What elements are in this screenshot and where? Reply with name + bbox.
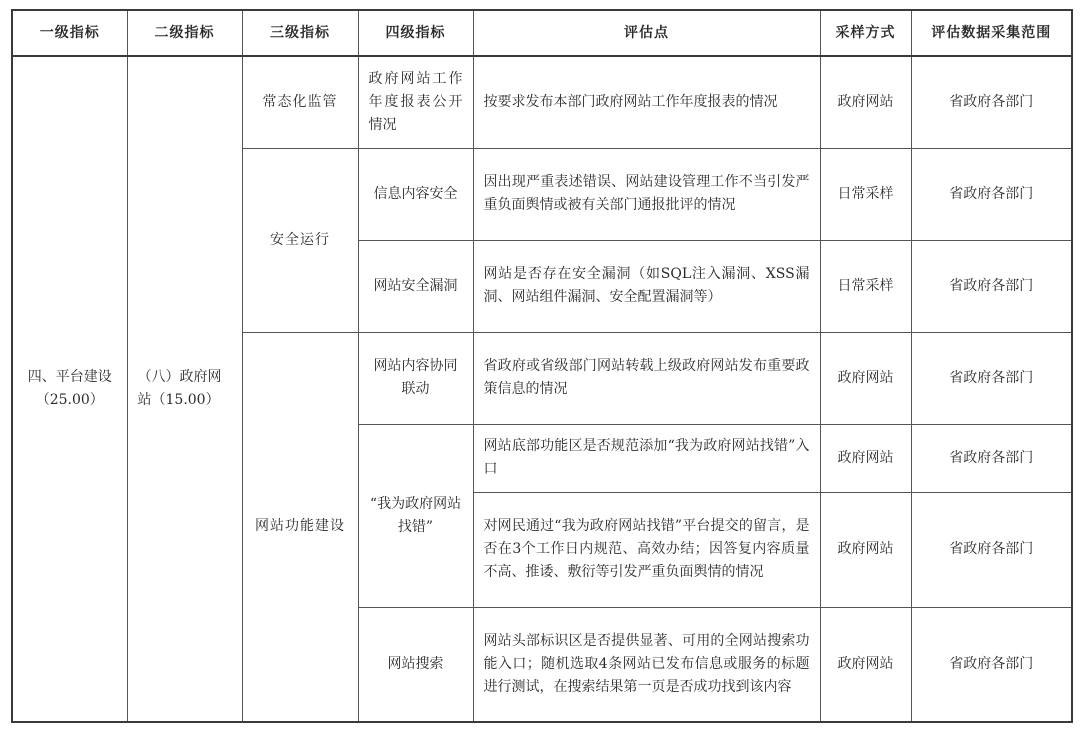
evaluation-point-cell: 网站底部功能区是否规范添加“我为政府网站找错”入口: [473, 424, 820, 492]
level4-cell: 信息内容安全: [358, 148, 473, 240]
evaluation-point-cell: 按要求发布本部门政府网站工作年度报表的情况: [473, 56, 820, 148]
sampling-method-cell: 政府网站: [820, 56, 911, 148]
table-header-row: [12, 10, 1072, 56]
level4-cell: 网站内容协同联动: [358, 332, 473, 424]
sampling-method-cell: 政府网站: [820, 424, 911, 492]
evaluation-point-cell: 网站是否存在安全漏洞（如SQL注入漏洞、XSS漏洞、网站组件漏洞、安全配置漏洞等）: [473, 240, 820, 332]
level4-cell: 政府网站工作年度报表公开情况: [358, 56, 473, 148]
level1-cell: 四、平台建设（25.00）: [12, 56, 127, 722]
header-evaluation-point: 评估点: [473, 10, 820, 56]
level4-cell: 网站搜索: [358, 607, 473, 722]
evaluation-point-cell: 因出现严重表述错误、网站建设管理工作不当引发严重负面舆情或被有关部门通报批评的情况: [473, 148, 820, 240]
sampling-method-cell: 日常采样: [820, 148, 911, 240]
header-level2: 二级指标: [127, 10, 242, 56]
evaluation-point-cell: 网站头部标识区是否提供显著、可用的全网站搜索功能入口；随机选取4条网站已发布信息或服务的标题进行测试，在搜索结果第一页是否成功找到该内容: [473, 607, 820, 722]
level4-cell: “我为政府网站找错”: [358, 424, 473, 607]
level2-cell: （八）政府网站（15.00）: [127, 56, 242, 722]
evaluation-point-cell: 对网民通过“我为政府网站找错”平台提交的留言，是否在3个工作日内规范、高效办结；因答复内容质量不高、推诿、敷衍等引发严重负面舆情的情况: [473, 492, 820, 607]
data-scope-cell: 省政府各部门: [911, 240, 1072, 332]
data-scope-cell: 省政府各部门: [911, 492, 1072, 607]
header-level4: 四级指标: [358, 10, 473, 56]
level3-cell: 网站功能建设: [242, 332, 358, 722]
header-level1: 一级指标: [12, 10, 127, 56]
data-scope-cell: 省政府各部门: [911, 332, 1072, 424]
header-data-scope: 评估数据采集范围: [911, 10, 1072, 56]
sampling-method-cell: 日常采样: [820, 240, 911, 332]
header-level3: 三级指标: [242, 10, 358, 56]
header-sampling-method: 采样方式: [820, 10, 911, 56]
sampling-method-cell: 政府网站: [820, 332, 911, 424]
data-scope-cell: 省政府各部门: [911, 148, 1072, 240]
sampling-method-cell: 政府网站: [820, 607, 911, 722]
data-scope-cell: 省政府各部门: [911, 424, 1072, 492]
data-scope-cell: 省政府各部门: [911, 607, 1072, 722]
evaluation-index-table: [11, 9, 1073, 723]
level3-cell: 安全运行: [242, 148, 358, 332]
table-row: [12, 56, 1072, 148]
evaluation-point-cell: 省政府或省级部门网站转载上级政府网站发布重要政策信息的情况: [473, 332, 820, 424]
level4-cell: 网站安全漏洞: [358, 240, 473, 332]
level3-cell: 常态化监管: [242, 56, 358, 148]
sampling-method-cell: 政府网站: [820, 492, 911, 607]
evaluation-table-container: [11, 9, 1073, 723]
data-scope-cell: 省政府各部门: [911, 56, 1072, 148]
